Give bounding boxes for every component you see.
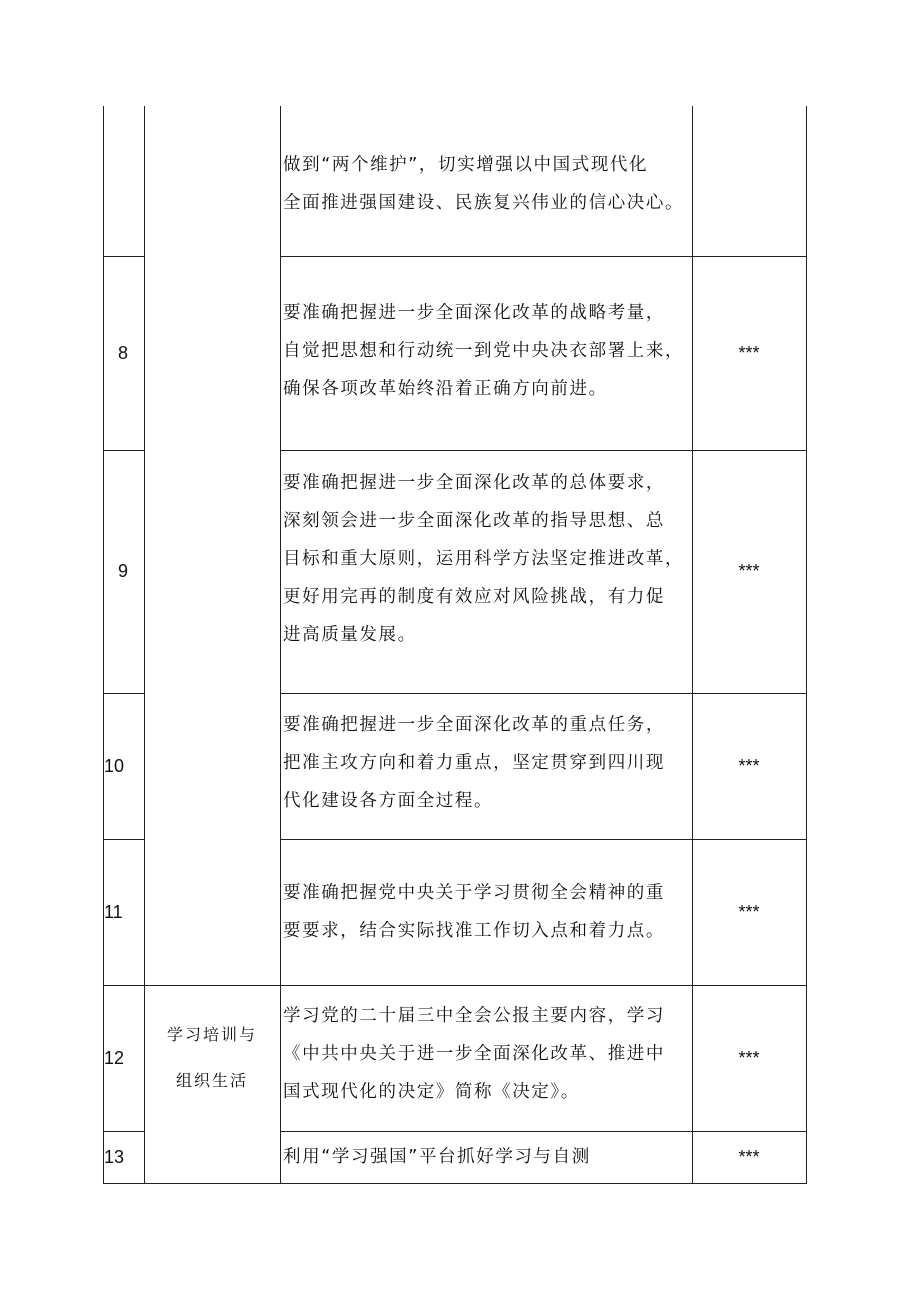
task-content: 要准确把握党中央关于学习贯彻全会精神的重 要要求，结合实际找准工作切入点和着力点。 bbox=[283, 883, 665, 941]
row-number: 12 bbox=[104, 1047, 125, 1068]
responsible-person: *** bbox=[738, 342, 760, 363]
responsible-person: *** bbox=[738, 901, 760, 922]
table-border-bottom bbox=[103, 1183, 807, 1184]
responsible-person: *** bbox=[738, 1146, 760, 1167]
row-number: 8 bbox=[117, 342, 128, 363]
task-content: 要准确把握进一步全面深化改革的战略考量， 自觉把思想和行动统一到党中央决衣部署上来， 确保各项改革始终沿着正确方向前进。 bbox=[283, 303, 685, 399]
row-number: 13 bbox=[104, 1146, 125, 1167]
responsible-person: *** bbox=[738, 755, 760, 776]
row-number: 10 bbox=[104, 755, 125, 776]
task-content: 要准确把握进一步全面深化改革的重点任务， 把准主攻方向和着力重点，坚定贯穿到四川现 代化建设各方面全过程。 bbox=[283, 715, 665, 811]
column-divider bbox=[280, 106, 281, 1184]
task-content: 要准确把握进一步全面深化改革的总体要求， 深刻领会进一步全面深化改革的指导思想、总 目标和重大原则，运用科学方法坚定推进改革， 更好用完再的制度有效应对风险挑战，有力促 进高质量发展。 bbox=[283, 473, 685, 645]
task-content: 利用“学习强国”平台抓好学习与自测 bbox=[283, 1147, 591, 1167]
responsible-person: *** bbox=[738, 561, 760, 581]
row-number: 9 bbox=[117, 561, 128, 581]
responsible-person: *** bbox=[738, 1047, 760, 1068]
task-content: 做到“两个维护”，切实增强以中国式现代化 全面推进强国建设、民族复兴伟业的信心决心。 bbox=[283, 155, 685, 213]
table-border-right bbox=[806, 106, 807, 1184]
task-content: 学习党的二十届三中全会公报主要内容，学习 《中共中央关于进一步全面深化改革、推进中 国式现代化的决定》简称《决定》。 bbox=[283, 1006, 665, 1102]
row-number: 11 bbox=[104, 901, 123, 922]
task-table bbox=[103, 106, 807, 1184]
category-label: 学习培训与 组织生活 bbox=[166, 1025, 257, 1090]
